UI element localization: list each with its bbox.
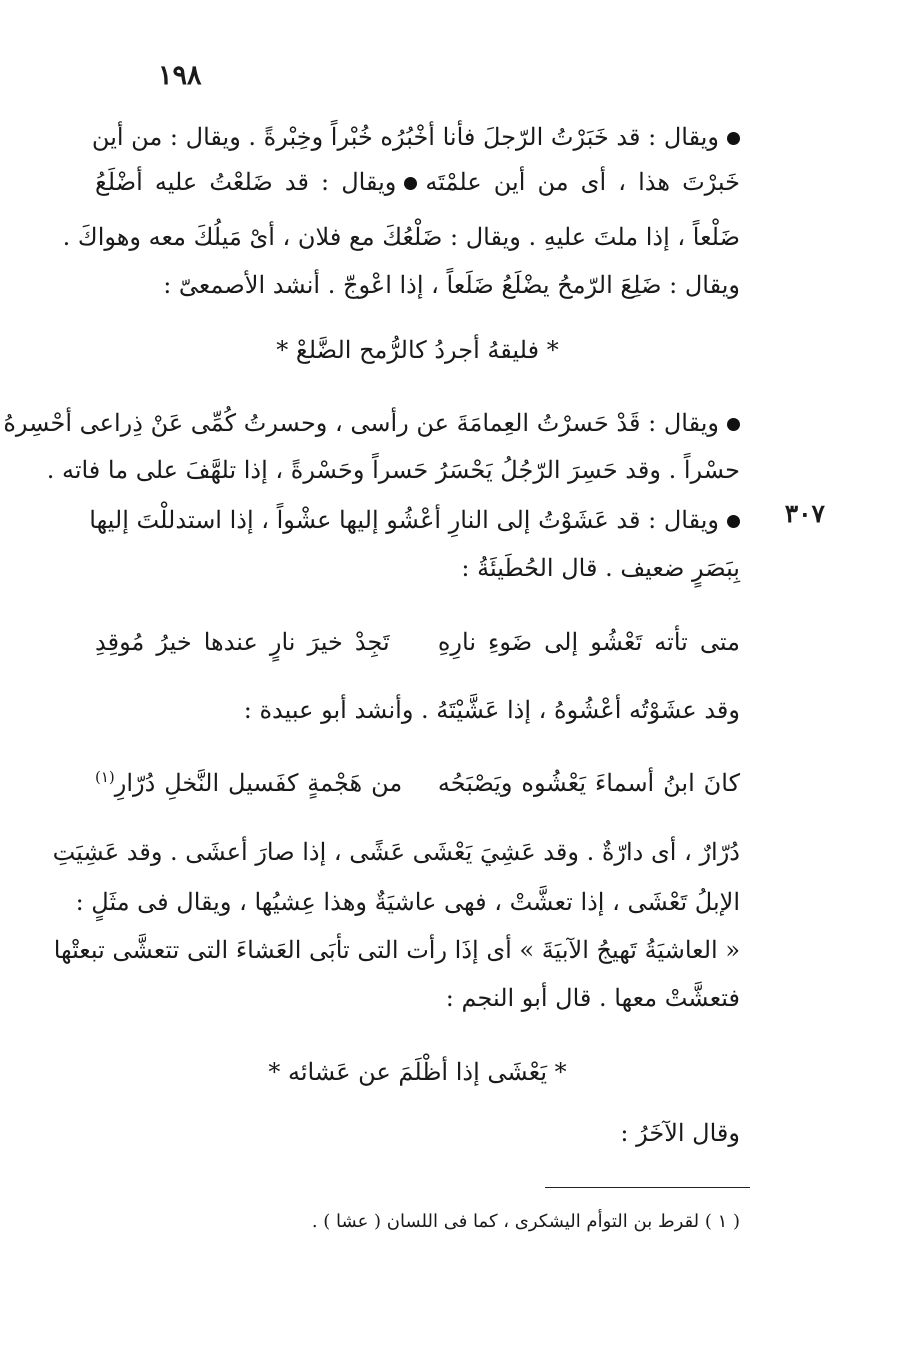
text-line: ضَلْعاً ، إذا ملتَ عليهِ . ويقال : ضَلْعُكَ مع فلان ، أىْ مَيلُكَ معه وهواكَ . <box>62 223 740 251</box>
verse-text: كانَ ابنُ أسماءَ يَعْشُوه ويَصْبَحُه من هَجْمةٍ كفَسيل النَّخلِ دُرّارِ <box>114 769 740 797</box>
text-line: حسْراً . وقد حَسِرَ الرّجُلُ يَحْسَرُ حَسراً وحَسْرةً ، إذا تلهَّفَ على ما فاته . <box>46 456 740 484</box>
text-line: الإبلُ تَعْشَى ، إذا تعشَّتْ ، فهى عاشيَةٌ وهذا عِشيُها ، ويقال فى مثَلٍ : <box>75 888 740 916</box>
line-text: ويقال : قد خَبَرْتُ الرّجلَ فأنا أخْبُرُه خُبْراً وخِبْرةً . ويقال : من أين <box>91 123 719 151</box>
text-line <box>95 162 740 202</box>
verse-line <box>95 757 740 803</box>
margin-number: ٣٠٧ <box>784 499 825 528</box>
text-line: بِبَصَرٍ ضعيف . قال الحُطَيئَةُ : <box>461 554 740 582</box>
footnote-rule <box>545 1187 750 1188</box>
line-text: ويقال : قَدْ حَسرْتُ العِمامَةَ عن رأسى ، وحسرتُ كُمِّى عَنْ ذِراعى أحْسِرهُ <box>3 409 719 437</box>
footnote-marker: (١) <box>95 768 115 786</box>
line-text: ويقال : قد ضَلعْتُ عليه أضْلَعُ <box>95 168 397 196</box>
verse-line: متى تأته تَعْشُو إلى ضَوءِ نارِهِ تَجِدْ خيرَ نارٍ عندها خيرُ مُوقِدِ <box>95 628 740 656</box>
bullet-icon <box>404 177 417 190</box>
text-line: « العاشيَةُ تَهيجُ الآبيَةَ » أى إذَا رأت التى تأبَى العَشاءَ التى تتعشَّى تبعتْها <box>53 936 740 964</box>
text-line: وقد عشَوْتُه أعْشُوهُ ، إذا عَشَّيْتَهُ . وأنشد أبو عبيدة : <box>243 696 740 724</box>
text-line: دُرّارٌ ، أى دارّةٌ . وقد عَشِيَ يَعْشَى عَشًى ، إذا صارَ أعشَى . وقد عَشِيَتِ <box>52 838 740 866</box>
bullet-icon <box>727 132 740 145</box>
verse-line: * يَعْشَى إذا أظْلَمَ عن عَشائه * <box>268 1058 567 1086</box>
text-line <box>89 500 740 540</box>
page-number: ١٩٨ <box>158 60 202 91</box>
line-text: خَبرْتَ هذا ، أى من أين علمْتَه <box>425 168 740 196</box>
line-text: ويقال : قد عَشَوْتُ إلى النارِ أعْشُو إليها عشْواً ، إذا استدللْتَ إليها <box>89 506 719 534</box>
bullet-icon <box>727 418 740 431</box>
text-line: وقال الآخَرُ : <box>620 1119 740 1147</box>
verse-line: * فليقهُ أجردُ كالرُّمح الضَّلعْ * <box>276 336 559 364</box>
text-line: ويقال : ضَلِعَ الرّمحُ يضْلَعُ ضَلَعاً ، إذا اعْوجّ . أنشد الأصمعىّ : <box>163 271 740 299</box>
text-line: فتعشَّتْ معها . قال أبو النجم : <box>445 984 740 1012</box>
bullet-icon <box>727 515 740 528</box>
footnote: ( ١ ) لقرط بن التوأم اليشكرى ، كما فى اللسان ( عشا ) . <box>311 1211 740 1232</box>
text-line <box>91 117 740 157</box>
text-line <box>3 403 740 443</box>
